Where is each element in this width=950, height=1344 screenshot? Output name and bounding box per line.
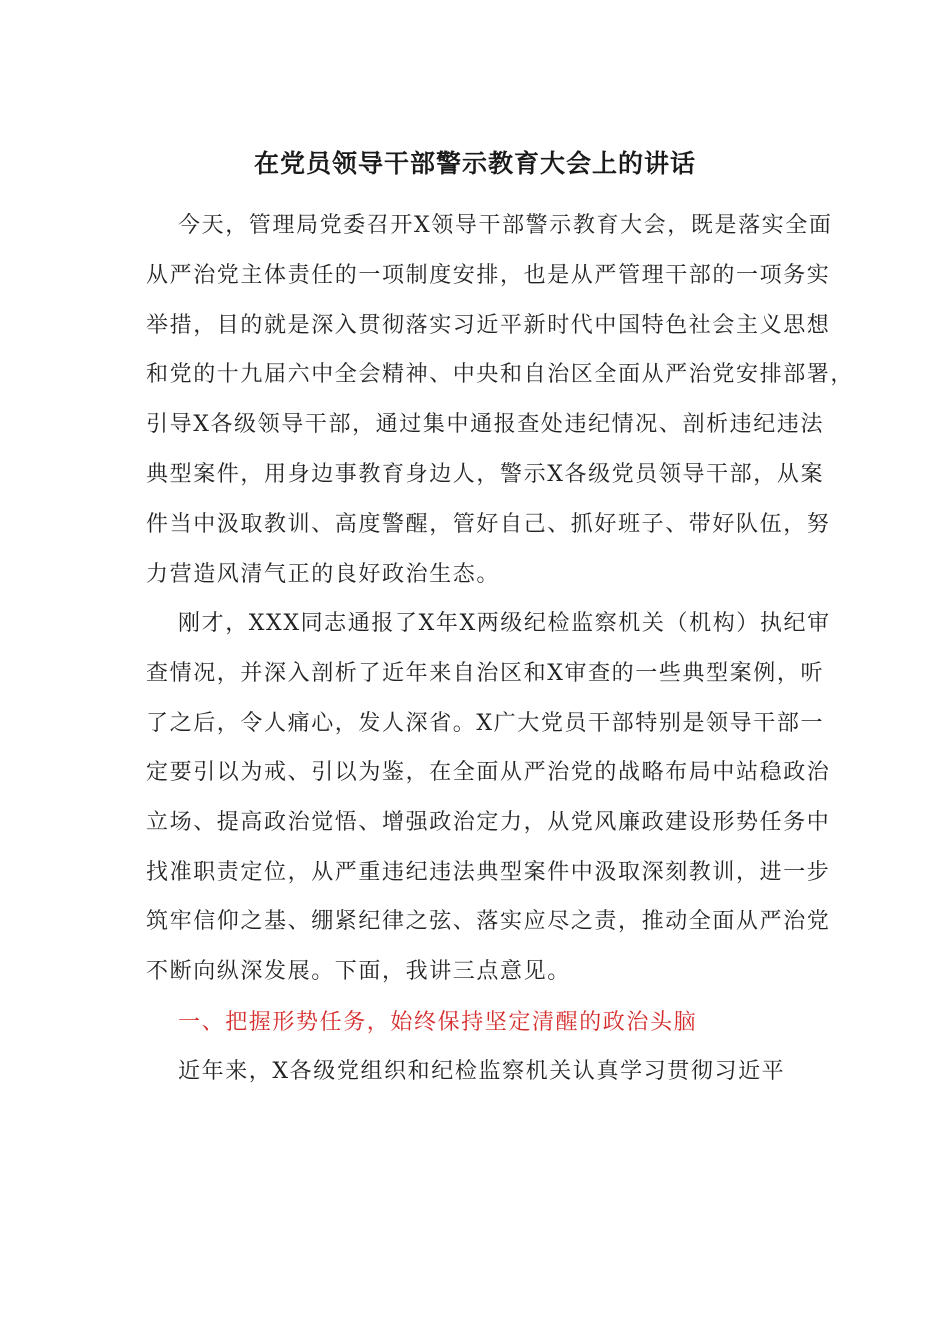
paragraph-1-line-6: 典型案件，用身边事教育身边人，警示X各级党员领导干部，从案 (146, 462, 825, 487)
paragraph-2-line-3: 了之后，令人痛心，发人深省。X广大党员干部特别是领导干部一 (146, 711, 825, 736)
paragraph-1-line-2: 从严治党主体责任的一项制度安排，也是从严管理干部的一项务实 (146, 263, 831, 288)
paragraph-1-line-8: 力营造风清气正的良好政治生态。 (146, 562, 501, 587)
paragraph-1-line-7: 件当中汲取教训、高度警醒，管好自己、抓好班子、带好队伍，努 (146, 512, 831, 537)
paragraph-2-line-6: 找准职责定位，从严重违纪违法典型案件中汲取深刻教训，进一步 (146, 860, 831, 885)
paragraph-2-line-8: 不断向纵深发展。下面，我讲三点意见。 (146, 959, 571, 984)
paragraph-1-line-3: 举措，目的就是深入贯彻落实习近平新时代中国特色社会主义思想 (146, 313, 831, 338)
document-title: 在党员领导干部警示教育大会上的讲话 (253, 149, 696, 178)
paragraph-3-line-1: 近年来，X各级党组织和纪检监察机关认真学习贯彻习近平 (178, 1059, 786, 1084)
paragraph-2-line-7: 筑牢信仰之基、绷紧纪律之弦、落实应尽之责，推动全面从严治党 (146, 909, 831, 934)
paragraph-2-line-2: 查情况，并深入剖析了近年来自治区和X审查的一些典型案例，听 (146, 661, 825, 686)
section-heading: 一、把握形势任务，始终保持坚定清醒的政治头脑 (178, 1010, 698, 1035)
paragraph-1-line-4: 和党的十九届六中全会精神、中央和自治区全面从严治党安排部署， (146, 362, 855, 387)
paragraph-2-line-4: 定要引以为戒、引以为鉴，在全面从严治党的战略布局中站稳政治 (146, 760, 831, 785)
paragraph-2-line-5: 立场、提高政治觉悟、增强政治定力，从党风廉政建设形势任务中 (146, 810, 831, 835)
paragraph-1-line-1: 今天，管理局党委召开X领导干部警示教育大会，既是落实全面 (178, 213, 833, 238)
paragraph-1-line-5: 引导X各级领导干部，通过集中通报查处违纪情况、剖析违纪违法 (146, 412, 825, 437)
paragraph-2-line-1: 刚才，XXX同志通报了X年X两级纪检监察机关（机构）执纪审 (178, 611, 831, 636)
